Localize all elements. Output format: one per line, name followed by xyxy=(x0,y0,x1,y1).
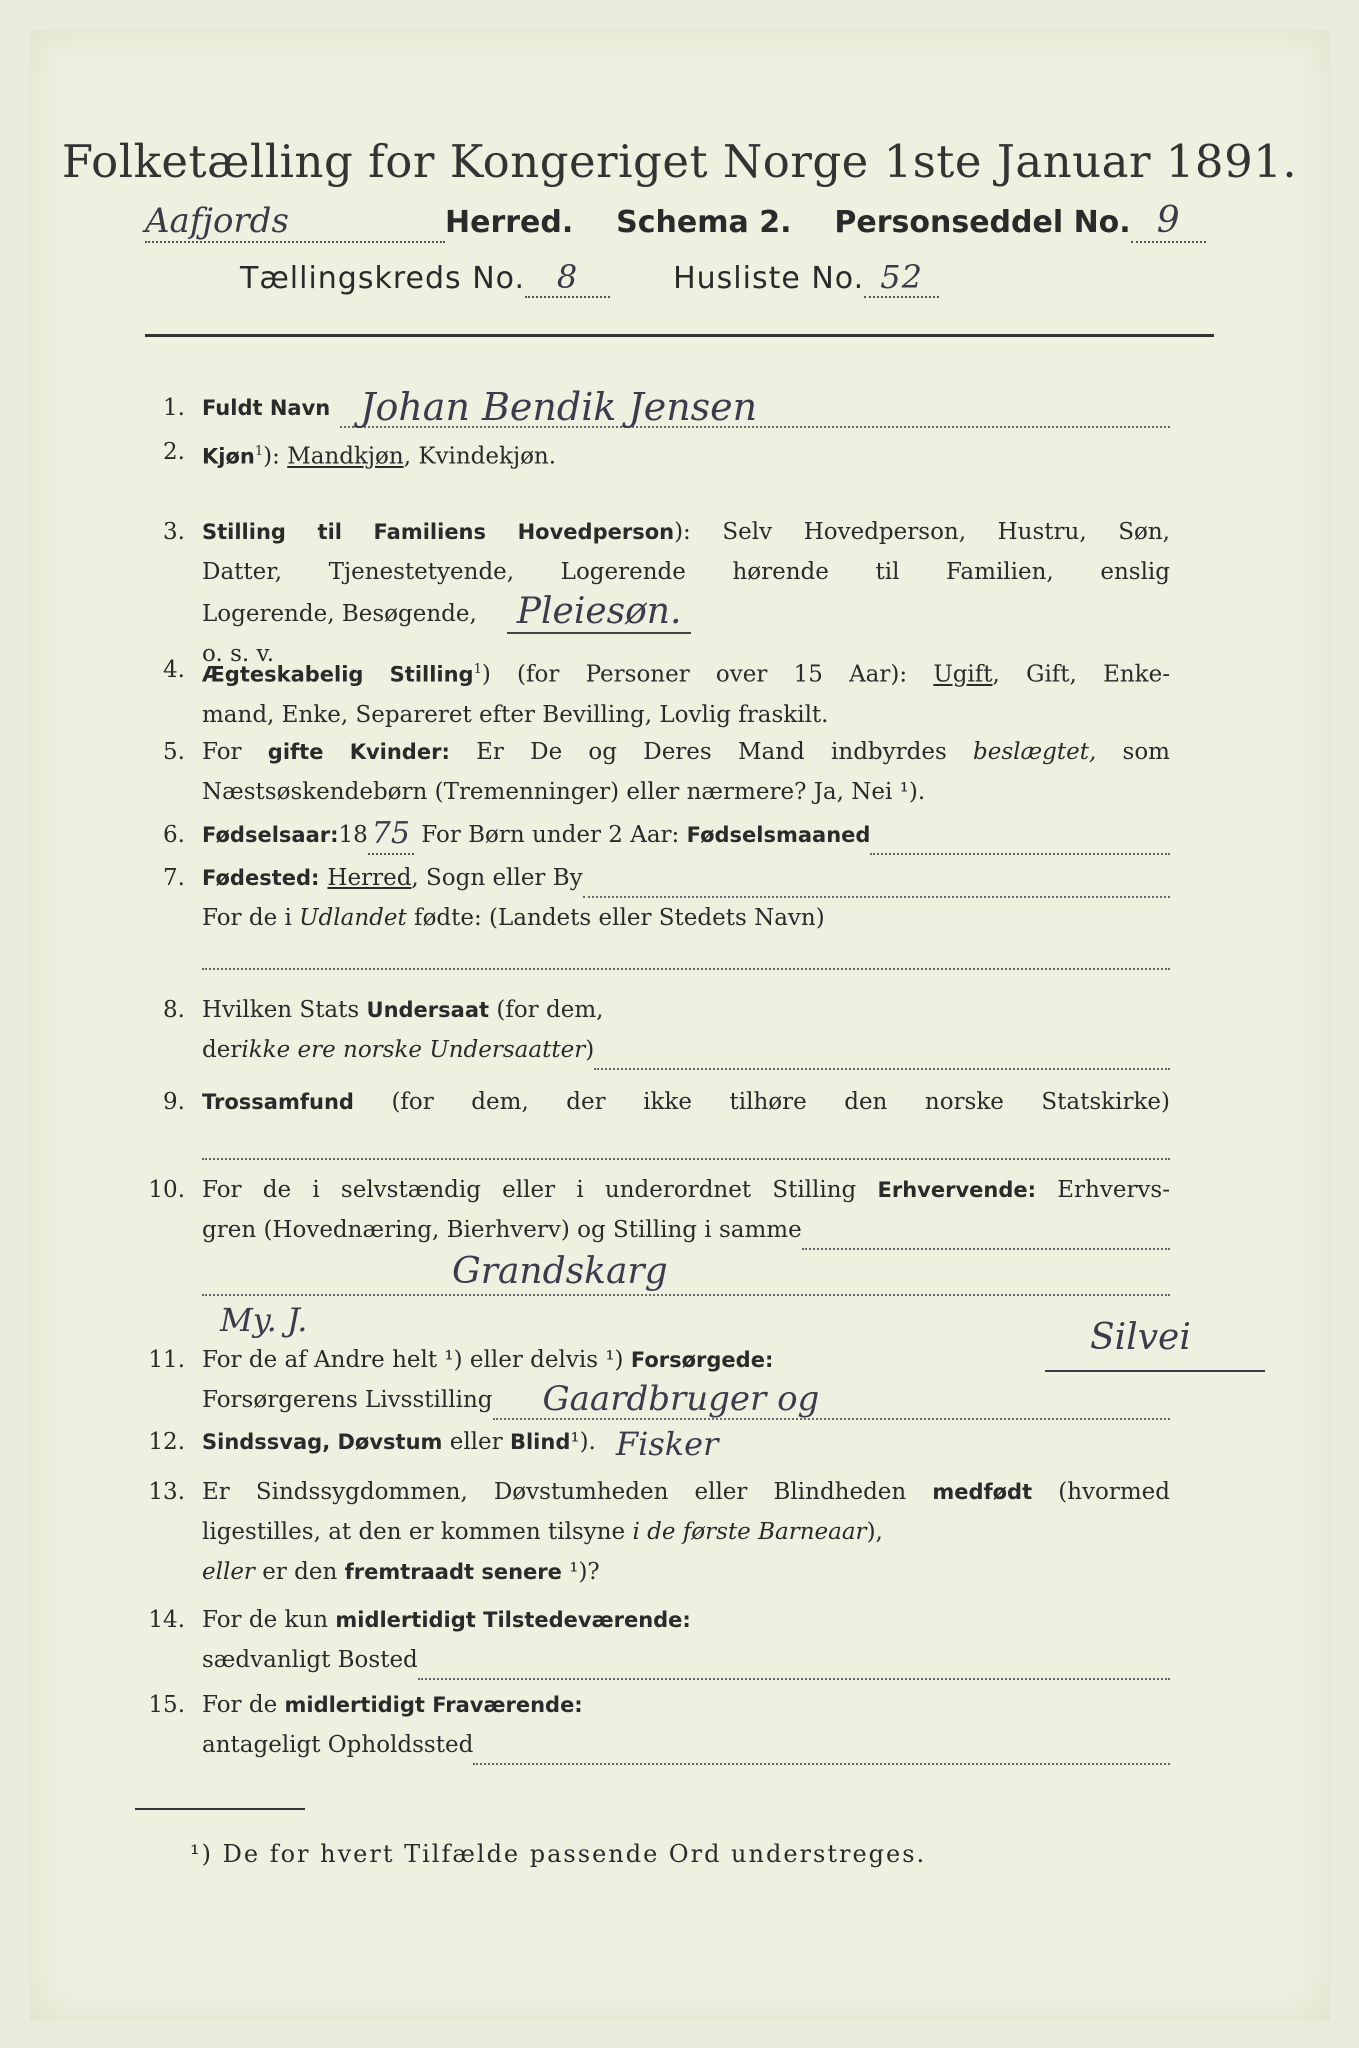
later-label: fremtraadt senere xyxy=(344,1560,562,1584)
family-position-text-3: Logerende, Besøgende, xyxy=(202,601,477,627)
sex-male-option: Mandkjøn xyxy=(287,443,404,470)
form-title: Folketælling for Kongeriget Norge 1ste Januar 1891. xyxy=(61,135,1298,188)
birth-year-label: Fødselsaar: xyxy=(202,823,339,847)
temp-present-text: For de kun xyxy=(202,1607,336,1633)
congenital-label: medfødt xyxy=(932,1480,1033,1504)
item-number: 11. xyxy=(148,1347,185,1373)
margin-note-10: My. J. xyxy=(220,1301,308,1339)
birth-year-value: 75 xyxy=(368,815,414,855)
family-position-label: Stilling til Familiens Hovedperson xyxy=(202,520,675,544)
family-position-text-2: Datter, Tjenestetyende, Logerende hørende til Familien, enslig xyxy=(202,559,1170,585)
full-name-label: Fuldt Navn xyxy=(202,396,331,420)
item-number: 14. xyxy=(148,1607,185,1633)
disability-text-2: ¹). xyxy=(570,1429,596,1455)
married-women-text-2: som xyxy=(1096,739,1170,765)
item-number: 6. xyxy=(163,822,185,848)
later-text-2: ¹)? xyxy=(561,1559,600,1585)
supported-text: For de af Andre helt ¹) eller delvis ¹) xyxy=(202,1347,631,1373)
later-text: er den xyxy=(254,1559,345,1585)
schema-label: Schema 2. xyxy=(616,205,792,240)
congenital-text-3: ligestilles, at den er kommen tilsyne xyxy=(202,1519,633,1545)
footnote-mark: 1 xyxy=(254,444,264,459)
usual-residence-blank xyxy=(418,1650,1170,1680)
disability-text: eller xyxy=(442,1429,510,1455)
marital-text-3: mand, Enke, Separeret efter Bevilling, Lovlig fraskilt. xyxy=(202,701,829,728)
item-number: 1. xyxy=(163,395,185,421)
citizenship-label: Undersaat xyxy=(366,998,490,1022)
birth-month-blank xyxy=(870,825,1170,855)
marital-label: Ægteskabelig Stilling xyxy=(202,662,474,687)
occupation-answer-line xyxy=(202,1250,1170,1296)
religion-text: (for dem, der ikke tilhøre den norske Statskirke) xyxy=(353,1089,1170,1115)
married-women-label: gifte Kvinder: xyxy=(267,740,450,764)
family-position-text-1: ): Selv Hovedperson, Hustru, Søn, xyxy=(674,519,1170,545)
birth-month-label: Fødselsmaaned xyxy=(686,823,871,847)
margin-note-11: Silvei xyxy=(1090,1317,1191,1358)
usual-residence-label: sædvanligt Bosted xyxy=(202,1647,418,1673)
probable-stay-blank xyxy=(473,1735,1170,1765)
herred-value: Aafjords xyxy=(145,201,445,243)
personseddel-label: Personseddel No. xyxy=(834,205,1131,240)
citizenship-text-4: ) xyxy=(585,1037,595,1063)
citizenship-text: Hvilken Stats xyxy=(202,997,367,1023)
citizenship-text-3: der xyxy=(202,1037,242,1063)
item-number: 2. xyxy=(163,439,185,465)
birth-month-text: For Børn under 2 Aar: xyxy=(413,822,687,848)
item-number: 15. xyxy=(148,1692,185,1718)
later-italic: eller xyxy=(202,1559,255,1585)
sex-female-option: , Kvindekjøn. xyxy=(403,443,557,470)
abroad-text: For de i xyxy=(202,905,300,931)
occupation-value: Grandskarg xyxy=(452,1251,668,1292)
married-women-text-3: Næstsøskendebørn (Tremenninger) eller nærmere? Ja, Nei ¹). xyxy=(202,779,926,805)
temp-present-label: midlertidigt Tilstedeværende: xyxy=(335,1608,691,1632)
sex-punct: ): xyxy=(263,443,288,470)
married-women-pre: For xyxy=(202,739,268,765)
item-number: 9. xyxy=(163,1089,185,1115)
temp-absent-label: midlertidigt Fraværende: xyxy=(284,1693,583,1717)
item-number: 3. xyxy=(163,519,185,545)
husliste-value: 52 xyxy=(864,258,939,298)
item-number: 7. xyxy=(163,865,185,891)
family-position-value: Pleiesøn. xyxy=(507,592,692,634)
marital-text-2: , Gift, Enke- xyxy=(992,661,1170,688)
footnote: ¹) De for hvert Tilfælde passende Ord understreges. xyxy=(190,1840,927,1868)
congenital-text: Er Sindssygdommen, Døvstumheden eller Blindheden xyxy=(202,1479,933,1505)
religion-label: Trossamfund xyxy=(202,1090,354,1114)
margin-note-underline xyxy=(1045,1370,1265,1372)
herred-label: Herred. xyxy=(445,205,574,240)
abroad-italic: Udlandet xyxy=(299,905,407,931)
family-position-text-4: o. s. v. xyxy=(202,641,275,667)
birthplace-herred-option: Herred xyxy=(327,865,412,891)
blind-label: Blind xyxy=(509,1430,571,1454)
citizenship-text-2: (for dem, xyxy=(489,997,604,1023)
supported-label: Forsørgede: xyxy=(630,1348,774,1372)
religion-blank xyxy=(202,1122,1170,1160)
header-row-2 xyxy=(240,258,1129,304)
congenital-text-4: ), xyxy=(866,1519,883,1545)
footnote-rule xyxy=(135,1808,305,1810)
item-number: 13. xyxy=(148,1479,185,1505)
marital-unmarried-option: Ugift xyxy=(933,661,993,688)
birthplace-label: Fødested: xyxy=(202,866,320,890)
item-number: 12. xyxy=(148,1429,185,1455)
occupation-label: Erhvervende: xyxy=(877,1178,1037,1202)
temp-absent-text: For de xyxy=(202,1692,285,1718)
occupation-text: For de i selvstændig eller i underordnet Stilling xyxy=(202,1177,878,1203)
header-rule xyxy=(145,334,1214,337)
marital-text: ) (for Personer over 15 Aar): xyxy=(481,661,934,688)
congenital-italic: i de første Barneaar xyxy=(632,1519,867,1545)
probable-stay-label: antageligt Opholdssted xyxy=(202,1732,474,1758)
birthplace-blank xyxy=(583,868,1170,898)
supporter-occupation-value-2: Fisker xyxy=(615,1425,719,1463)
sex-label: Kjøn xyxy=(202,444,255,469)
item-number: 10. xyxy=(148,1177,185,1203)
citizenship-blank xyxy=(594,1040,1170,1070)
kreds-label: Tællingskreds No. xyxy=(240,261,525,296)
occupation-blank xyxy=(802,1220,1170,1250)
occupation-text-3: gren (Hovednæring, Bierhverv) og Stilling i samme xyxy=(202,1217,802,1243)
birthplace-text: , Sogn eller By xyxy=(411,865,583,891)
disability-label: Sindssvag, Døvstum xyxy=(202,1430,443,1454)
congenital-text-2: (hvormed xyxy=(1032,1479,1170,1505)
occupation-text-2: Erhvervs- xyxy=(1036,1177,1171,1203)
supporter-occupation-value: Gaardbruger og xyxy=(493,1380,1171,1420)
header-row-1 xyxy=(145,200,1214,250)
married-women-text: Er De og Deres Mand indbyrdes xyxy=(449,739,974,765)
item-number: 8. xyxy=(163,997,185,1023)
item-number: 5. xyxy=(163,739,185,765)
item-number: 4. xyxy=(163,657,185,683)
full-name-value: Johan Bendik Jensen xyxy=(340,388,1170,428)
kreds-value: 8 xyxy=(525,258,610,298)
birth-year-prefix: 18 xyxy=(338,822,368,848)
supporter-occupation-label: Forsørgerens Livsstilling xyxy=(202,1387,493,1413)
abroad-text-2: fødte: (Landets eller Stedets Navn) xyxy=(406,905,825,931)
citizenship-italic: ikke ere norske Undersaatter xyxy=(241,1037,586,1063)
husliste-label: Husliste No. xyxy=(673,261,865,296)
personseddel-value: 9 xyxy=(1131,200,1206,243)
abroad-blank xyxy=(202,938,1170,970)
married-women-italic: beslægtet, xyxy=(973,739,1097,765)
